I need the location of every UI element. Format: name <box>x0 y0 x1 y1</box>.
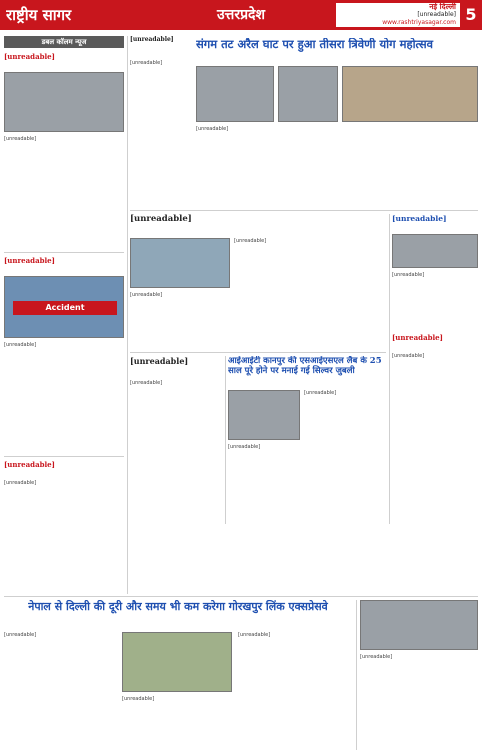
banner-rule <box>356 600 357 750</box>
banner-story <box>4 600 352 630</box>
masthead-section: उत्तरप्रदेश <box>217 7 265 23</box>
marpit-rule <box>225 356 226 524</box>
right-bottom-story <box>392 334 478 524</box>
accident-caption: Accident <box>13 301 117 315</box>
marpit-headline: [unreadable] <box>130 356 189 366</box>
banner-side-story <box>360 600 478 750</box>
banner-photo <box>122 632 232 692</box>
industrial-body-2: [unreadable] <box>130 292 163 298</box>
rail-story-2-body: [unreadable] <box>4 342 37 348</box>
banner-headline: नेपाल से दिल्ली की दूरी और समय भी कम करेगा गोरखपुर लिंक एक्सप्रेसवे <box>28 600 328 613</box>
iit-body-2: [unreadable] <box>228 444 261 450</box>
industrial-headline: [unreadable] <box>130 214 192 224</box>
banner-side-photo <box>360 600 478 650</box>
rail-story-3 <box>4 460 124 594</box>
masthead-meta <box>336 3 460 27</box>
rail-story-2-headline: [unreadable] <box>4 256 55 265</box>
rail-story-2 <box>4 256 124 452</box>
banner-body-block <box>4 632 352 750</box>
page-number: 5 <box>465 5 477 24</box>
rail-story-3-headline: [unreadable] <box>4 460 55 469</box>
banner-body-col-2: [unreadable] <box>122 696 155 702</box>
lead-body: [unreadable] <box>196 126 229 132</box>
right-bottom-headline: [unreadable] <box>392 334 443 342</box>
industrial-story <box>130 214 386 348</box>
rail-header: डबल कॉलम न्यूज <box>4 36 124 48</box>
lead-photo-3 <box>342 66 478 122</box>
banner-divider <box>4 596 478 597</box>
masthead <box>0 0 482 30</box>
masthead-date: [unreadable] <box>417 11 456 18</box>
lead-photo-1 <box>196 66 274 122</box>
canal-headline: [unreadable] <box>392 214 447 223</box>
rail-story-1-headline: [unreadable] <box>4 52 55 61</box>
lead-side-column <box>130 36 192 206</box>
lead-side-body: [unreadable] <box>130 60 163 66</box>
banner-body-col-3: [unreadable] <box>238 632 271 638</box>
lead-photo-2 <box>278 66 338 122</box>
marpit-body: [unreadable] <box>130 380 163 386</box>
rail-story-3-body: [unreadable] <box>4 480 37 486</box>
iit-headline: आईआईटी कानपुर की एसआईएसएल लैब के 25 साल पूरे होने पर मनाई गई सिल्वर जुबली <box>228 356 382 376</box>
canal-body: [unreadable] <box>392 272 425 278</box>
iit-story <box>228 356 386 524</box>
rail-story-1 <box>4 52 124 248</box>
banner-side-body: [unreadable] <box>360 654 393 660</box>
industrial-divider <box>130 352 386 353</box>
rail-divider-2 <box>4 456 124 457</box>
banner-body-col-1: [unreadable] <box>4 632 37 638</box>
right-bottom-body: [unreadable] <box>392 353 425 359</box>
rail-column-rule <box>127 36 128 594</box>
lead-divider <box>130 210 478 211</box>
iit-body: [unreadable] <box>304 390 337 396</box>
lead-side-headline: [unreadable] <box>130 36 174 43</box>
rail-story-2-photo <box>4 276 124 338</box>
rail-divider-1 <box>4 252 124 253</box>
industrial-body: [unreadable] <box>234 238 267 244</box>
lead-story <box>130 36 478 206</box>
iit-photo <box>228 390 300 440</box>
masthead-url: www.rashtriyasagar.com <box>382 19 456 26</box>
canal-photo <box>392 234 478 268</box>
canal-story <box>392 214 478 328</box>
rail-story-1-photo <box>4 72 124 132</box>
masthead-brand: राष्ट्रीय सागर <box>6 6 72 24</box>
marpit-story <box>130 356 222 524</box>
industrial-photo <box>130 238 230 288</box>
lead-headline: संगम तट अरैल घाट पर हुआ तीसरा त्रिवेणी योग महोत्सव <box>196 38 434 51</box>
masthead-city: नई दिल्ली <box>429 2 456 11</box>
right-column-rule <box>389 214 390 524</box>
rail-story-1-body: [unreadable] <box>4 136 37 142</box>
